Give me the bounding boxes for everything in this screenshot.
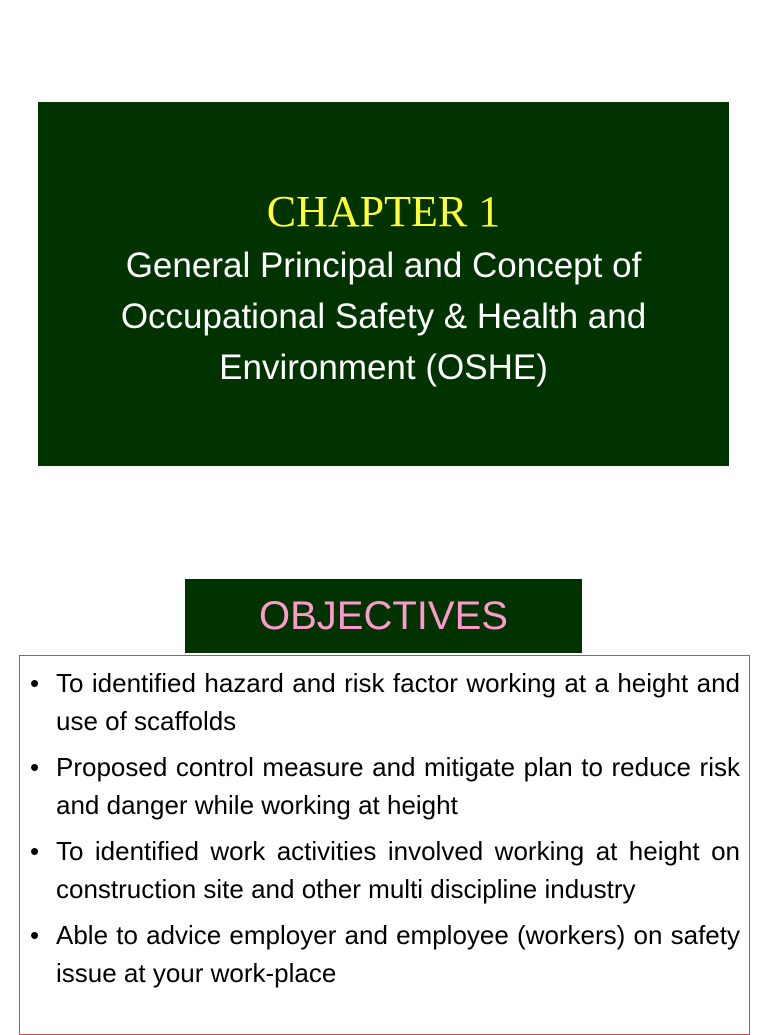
objective-item xyxy=(28,664,740,740)
chapter-heading: CHAPTER 1 xyxy=(266,187,501,236)
objective-text: Proposed control measure and mitigate plan to reduce risk and danger while working at height xyxy=(56,752,740,820)
objective-item xyxy=(28,916,740,992)
objectives-header-box xyxy=(185,579,582,653)
bullet-icon: • xyxy=(30,836,40,866)
bullet-icon: • xyxy=(30,920,40,950)
objective-item xyxy=(28,748,740,824)
objective-item xyxy=(28,832,740,908)
objectives-title: OBJECTIVES xyxy=(259,594,508,638)
objective-text: To identified hazard and risk factor working at a height and use of scaffolds xyxy=(56,668,740,736)
objectives-list-box xyxy=(19,655,750,1035)
bullet-icon: • xyxy=(30,668,40,698)
chapter-title-box xyxy=(38,102,729,466)
chapter-subtitle: General Principal and Concept of Occupational Safety & Health and Environment (OSHE) xyxy=(120,246,647,387)
objectives-list xyxy=(28,664,740,992)
bullet-icon: • xyxy=(30,752,40,782)
objective-text: To identified work activities involved working at height on construction site and other multi discipline industry xyxy=(56,836,740,904)
objective-text: Able to advice employer and employee (workers) on safety issue at your work-place xyxy=(56,920,740,988)
